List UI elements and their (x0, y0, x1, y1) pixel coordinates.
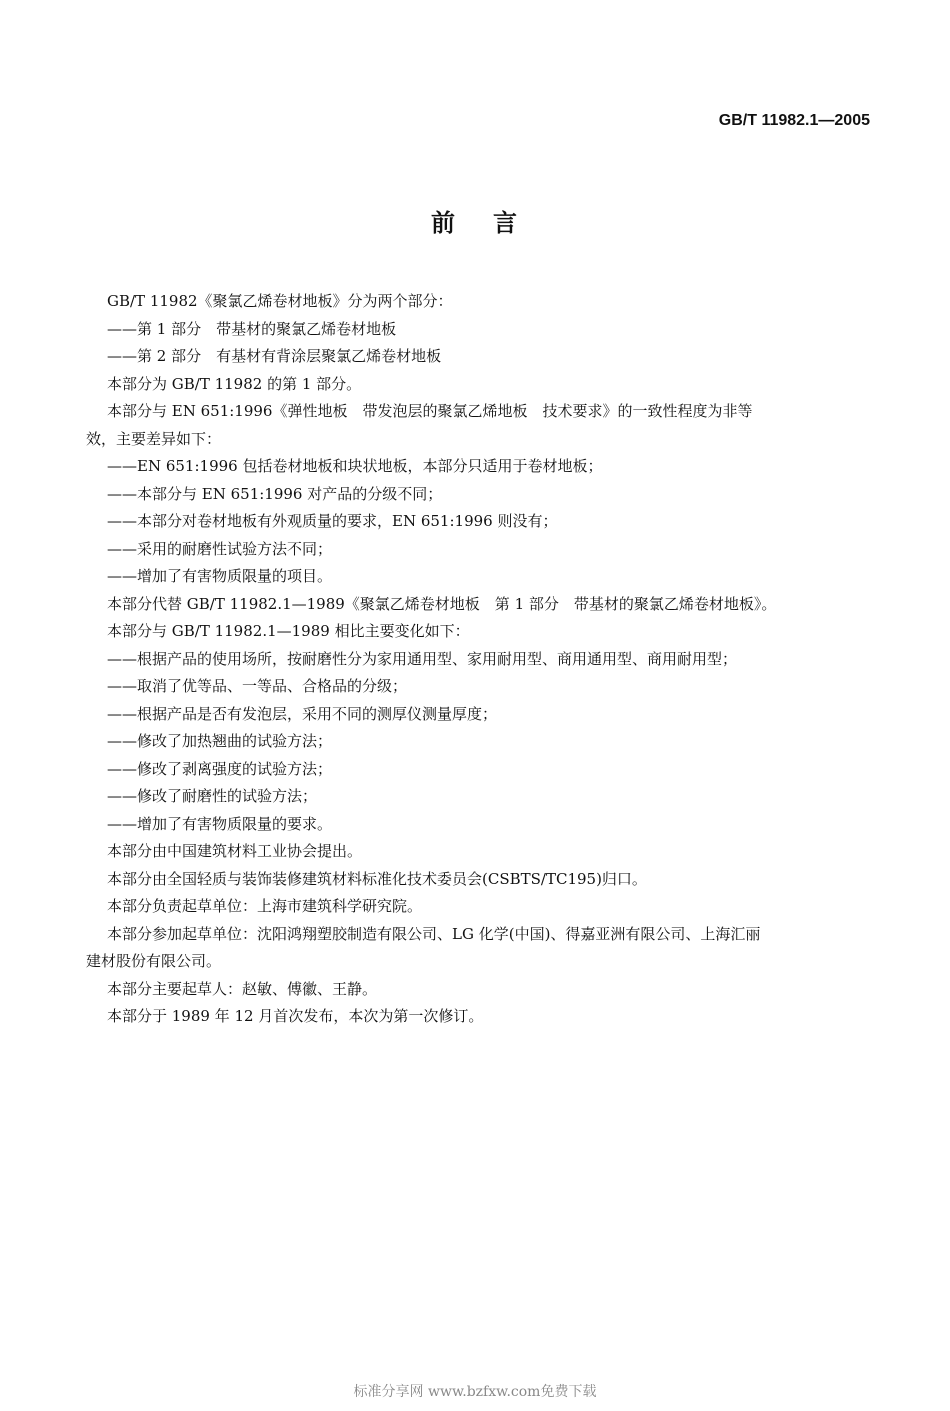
text-line: ——取消了优等品、一等品、合格品的分级； (107, 677, 408, 695)
text-line: ——修改了剥离强度的试验方法； (107, 759, 333, 778)
text-line: ——本部分对卷材地板有外观质量的要求，EN 651:1996 则没有； (107, 512, 558, 530)
text-line: ——第 2 部分 有基材有背涂层聚氯乙烯卷材地板 (107, 347, 442, 365)
standard-number: GB/T 11982.1—2005 (718, 112, 870, 129)
text-line: ——本部分与 EN 651:1996 对产品的分级不同； (107, 484, 443, 503)
footer-watermark: 标准分享网 www.bzfxw.com免费下载 (353, 1384, 597, 1400)
text-line: ——根据产品是否有发泡层，采用不同的测厚仪测量厚度； (107, 704, 498, 723)
foreword-body (86, 288, 876, 1031)
text-line: ——采用的耐磨性试验方法不同； (107, 539, 333, 558)
text-line: ——EN 651:1996 包括卷材地板和块状地板，本部分只适用于卷材地板； (107, 457, 603, 475)
text-line: GB/T 11982《聚氯乙烯卷材地板》分为两个部分： (107, 292, 453, 310)
text-line: 本部分为 GB/T 11982 的第 1 部分。 (107, 374, 362, 393)
title-char-1: 前 (431, 208, 457, 237)
text-line: 本部分于 1989 年 12 月首次发布，本次为第一次修订。 (107, 1007, 484, 1025)
text-line: 本部分由全国轻质与装饰装修建筑材料标准化技术委员会(CSBTS/TC195)归口。 (107, 869, 647, 888)
text-line: ——修改了耐磨性的试验方法； (107, 787, 318, 805)
text-line: 本部分与 GB/T 11982.1—1989 相比主要变化如下： (107, 622, 470, 640)
page-title (0, 203, 950, 238)
text-line: 效，主要差异如下： (86, 429, 222, 448)
text-line: ——增加了有害物质限量的项目。 (107, 567, 333, 585)
text-line: 本部分负责起草单位：上海市建筑科学研究院。 (107, 897, 423, 915)
text-line: ——修改了加热翘曲的试验方法； (107, 732, 333, 750)
text-line: 本部分主要起草人：赵敏、傅徽、王静。 (107, 979, 378, 998)
text-line: ——根据产品的使用场所，按耐磨性分为家用通用型、家用耐用型、商用通用型、商用耐用型； (107, 649, 738, 668)
text-line: 建材股份有限公司。 (86, 952, 222, 970)
text-line: 本部分代替 GB/T 11982.1—1989《聚氯乙烯卷材地板 第 1 部分 带基材的聚氯乙烯卷材地板》。 (107, 594, 777, 613)
text-line: 本部分由中国建筑材料工业协会提出。 (107, 842, 363, 860)
text-line: 本部分参加起草单位：沈阳鸿翔塑胶制造有限公司、LG 化学(中国)、得嘉亚洲有限公司、上海汇丽 (107, 924, 761, 943)
title-char-2: 言 (493, 208, 519, 237)
text-line: 本部分与 EN 651:1996《弹性地板 带发泡层的聚氯乙烯地板 技术要求》的一致性程度为非等 (107, 402, 753, 420)
text-line: ——第 1 部分 带基材的聚氯乙烯卷材地板 (107, 319, 397, 338)
text-line: ——增加了有害物质限量的要求。 (107, 814, 333, 833)
